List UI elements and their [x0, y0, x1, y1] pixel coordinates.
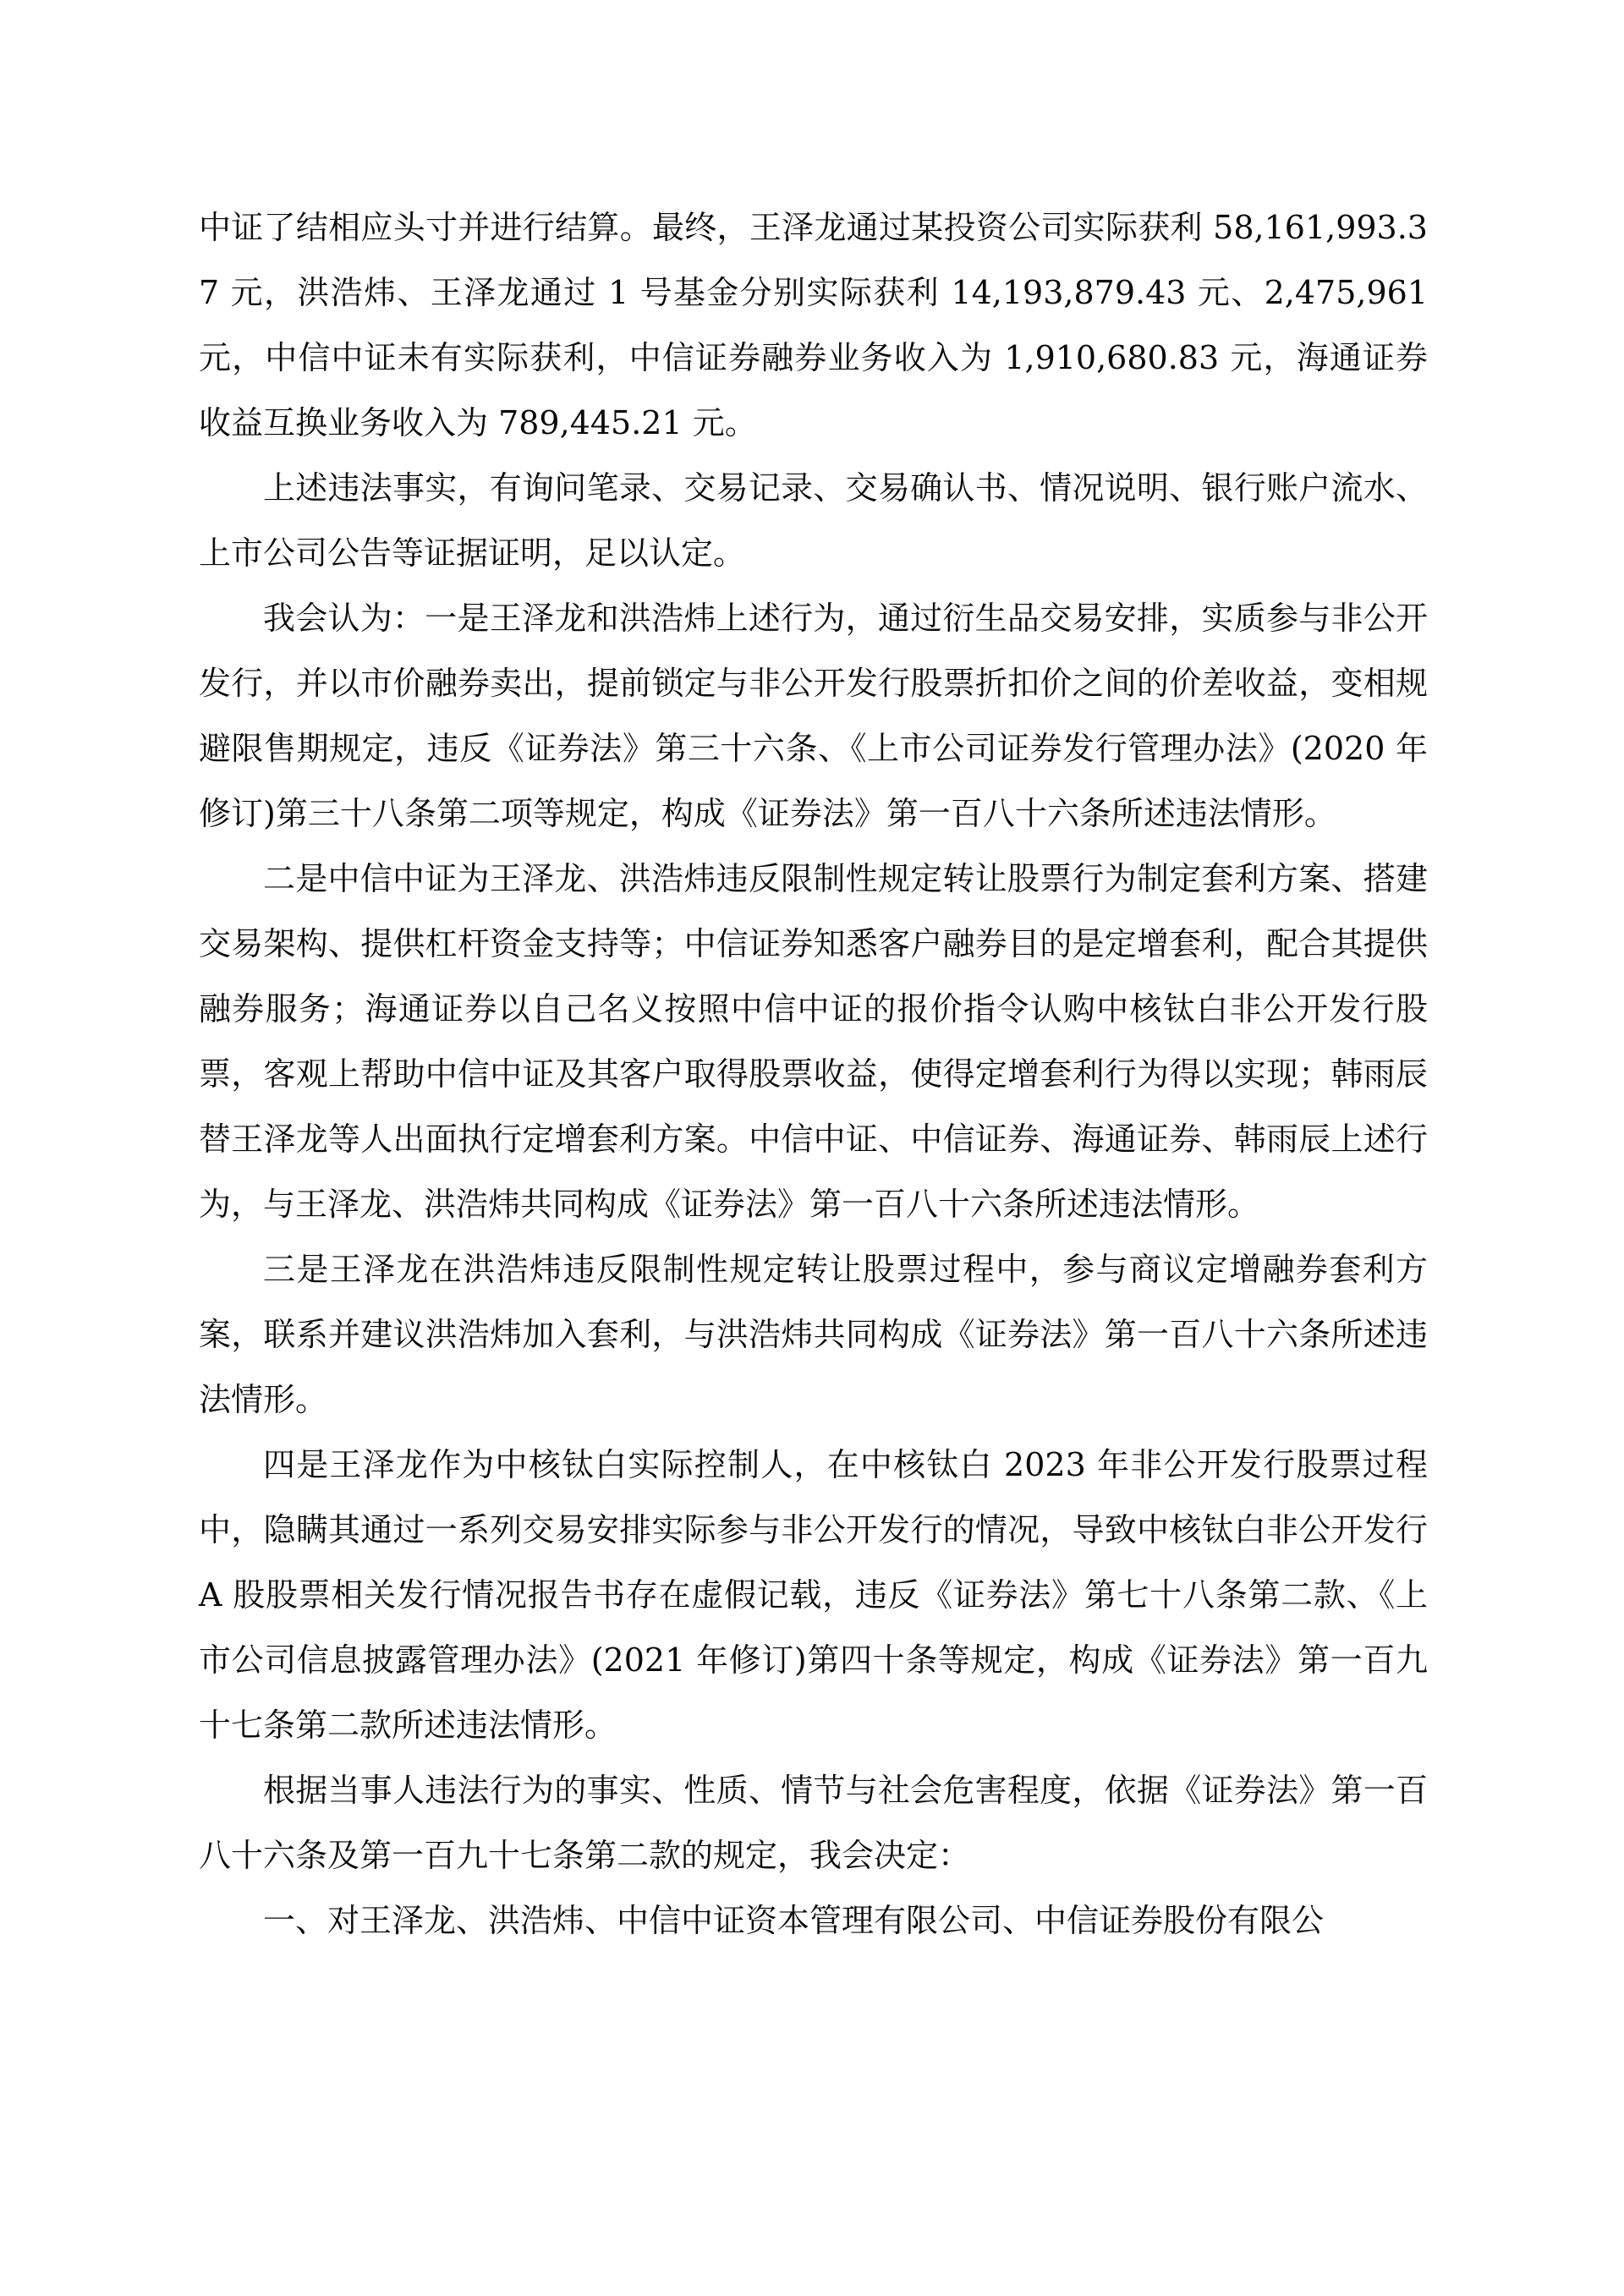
paragraph-decision-item-one: 一、对王泽龙、洪浩炜、中信中证资本管理有限公司、中信证券股份有限公	[263, 1902, 1325, 1939]
paragraph-evidence: 上述违法事实，有询问笔录、交易记录、交易确认书、情况说明、银行账户流水、上市公司公告等证据证明，足以认定。	[199, 469, 1428, 572]
paragraph-settlement-profits: 中证了结相应头寸并进行结算。最终，王泽龙通过某投资公司实际获利 58,161,993.37 元，洪浩炜、王泽龙通过 1 号基金分别实际获利 14,193,879.43 元、2,475,961 元，中信中证未有实际获利，中信证券融券业务收入为 1,910,680.83 元，海通证券收益互换业务收入为 789,445.21 元。	[199, 209, 1428, 441]
paragraph-finding-one: 我会认为：一是王泽龙和洪浩炜上述行为，通过衍生品交易安排，实质参与非公开发行，并以市价融券卖出，提前锁定与非公开发行股票折扣价之间的价差收益，变相规避限售期规定，违反《证券法》第三十六条、《上市公司证券发行管理办法》(2020 年修订)第三十八条第二项等规定，构成《证券法》第一百八十六条所述违法情形。	[199, 600, 1428, 832]
paragraph-finding-four: 四是王泽龙作为中核钛白实际控制人，在中核钛白 2023 年非公开发行股票过程中，隐瞒其通过一系列交易安排实际参与非公开发行的情况，导致中核钛白非公开发行 A 股股票相关发行情况报告书存在虚假记载，违反《证券法》第七十八条第二款、《上市公司信息披露管理办法》(2021 年修订)第四十条等规定，构成《证券法》第一百九十七条第二款所述违法情形。	[199, 1446, 1428, 1744]
paragraph-finding-two: 二是中信中证为王泽龙、洪浩炜违反限制性规定转让股票行为制定套利方案、搭建交易架构、提供杠杆资金支持等；中信证券知悉客户融券目的是定增套利，配合其提供融券服务；海通证券以自己名义按照中信中证的报价指令认购中核钛白非公开发行股票，客观上帮助中信中证及其客户取得股票收益，使得定增套利行为得以实现；韩雨辰替王泽龙等人出面执行定增套利方案。中信中证、中信证券、海通证券、韩雨辰上述行为，与王泽龙、洪浩炜共同构成《证券法》第一百八十六条所述违法情形。	[199, 860, 1428, 1223]
paragraph-finding-three: 三是王泽龙在洪浩炜违反限制性规定转让股票过程中，参与商议定增融券套利方案，联系并建议洪浩炜加入套利，与洪浩炜共同构成《证券法》第一百八十六条所述违法情形。	[199, 1251, 1428, 1418]
paragraph-decision-basis: 根据当事人违法行为的事实、性质、情节与社会危害程度，依据《证券法》第一百八十六条及第一百九十七条第二款的规定，我会决定：	[199, 1772, 1428, 1874]
